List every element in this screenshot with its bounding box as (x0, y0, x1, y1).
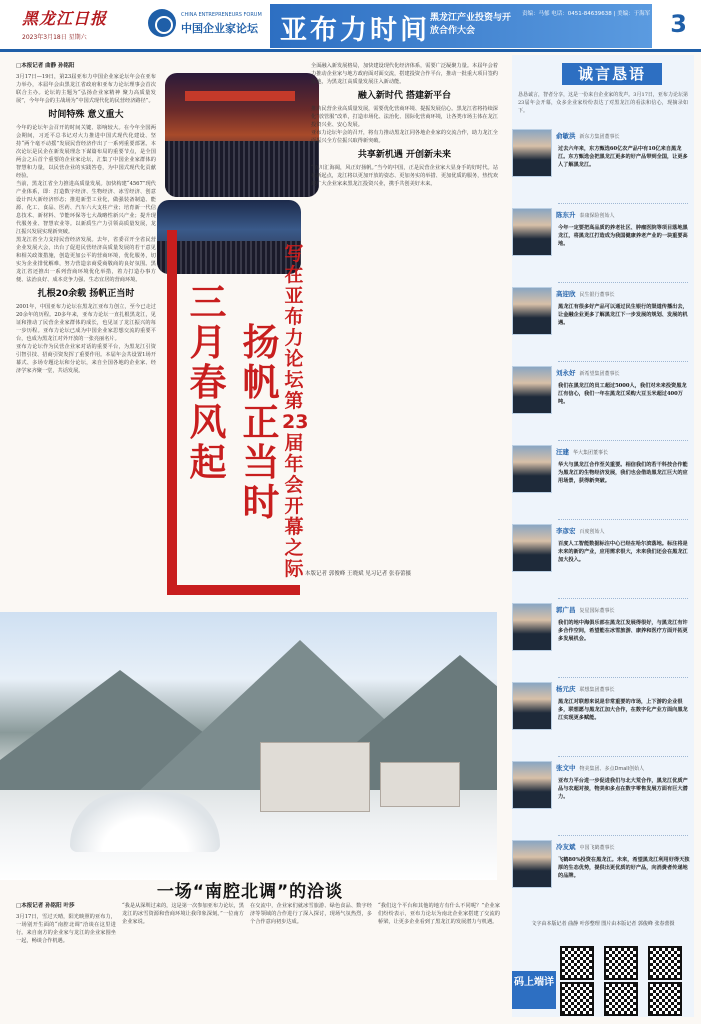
speaker-title: 华大集团董事长 (573, 450, 609, 456)
speaker-name: 刘永好 新希望集团董事长 (556, 369, 620, 377)
article-paragraph: 推动民营企业高质量发展，需要优化营商环境、提振发展信心。黑龙江省将持续深化“放管服”改革，打造市场化、法治化、国际化营商环境，让各类市场主体在龙江投资兴业、安心发展。 (311, 106, 498, 128)
quote-text: 华大与黑龙江合作至关重要。相信我们的若干科技合作能为黑龙江的生物经济发展，我们也会借助黑龙江巨大的应用场景，获得新突破。 (558, 462, 688, 484)
divider (558, 835, 688, 836)
sidebar-title: 诚言恳语 (562, 63, 662, 85)
article-column-2 (311, 62, 498, 567)
divider (558, 282, 688, 283)
speaker-title: 中国飞鹤董事长 (579, 845, 615, 851)
article-lead: 3月17日—19日，第23届亚布力中国企业家论坛年会在亚布力举办，本届年会由黑龙江省政府和亚布力论坛理事会首次联合主办。论坛的主题为“弘扬企业家精神 聚力高质量发展”，今年年会的主战场为“中国式现代化的民营经济路径”。 (16, 74, 156, 104)
quote-text: 我们在黑龙江的员工超过5000人，我们对未来投资黑龙江有信心，我们一年在黑龙江采购大豆玉米超过400万吨。 (558, 383, 687, 405)
article-paragraph: 亚布力论坛年会的召开，将有力推动黑龙江同各地企业家的交流合作，助力龙江全面振兴全方位振兴取得新突破。 (311, 130, 498, 144)
bottom-paragraph: “我是从深圳过来的，这是第一次参加亚布力论坛，黑龙江的冰雪资源和营商环境让我印象深刻。”一位南方企业家说。 (122, 903, 244, 925)
stage-banner (185, 91, 295, 101)
article-byline: □本报记者 曲静 孙铭阳 (16, 63, 75, 69)
quote-text: 百度人工智能数据标注中心已经在哈尔滨落地。标注将是未来的新的产业，应用需求很大，未来我们还会在黑龙江加大投入。 (558, 541, 688, 563)
speaker-photo (512, 603, 552, 651)
audience (165, 141, 319, 197)
speaker-title: 新希望集团董事长 (579, 371, 620, 377)
quote-item (512, 759, 694, 841)
article-subhead-1: 时间特殊 意义重大 (48, 110, 124, 120)
paper-name: 黑龙江日报 (22, 9, 108, 28)
speaker-name: 杨元庆 联想集团董事长 (556, 685, 615, 693)
article-subhead-2: 扎根20余载 扬帆正当时 (37, 289, 135, 299)
bottom-column-1 (16, 902, 116, 1020)
qr-code-icon[interactable] (560, 946, 594, 980)
quote-item (512, 206, 694, 288)
speaker-photo (512, 129, 552, 177)
divider (558, 203, 688, 204)
quote-item (512, 285, 694, 367)
quote-text: 黑龙江有很多好产品可以通过民生银行的渠道传播出去，让金融企业更多了解黑龙江下一步发展的规划、发展的机遇。 (558, 304, 688, 326)
speaker-photo (512, 524, 552, 572)
section-title: 亚布力时间 (280, 15, 430, 46)
article-paragraph: 全面融入新发展格局，加快建设现代化经济体系，需要广泛凝聚力量。本届年会着力推动企业家与地方政府面对面交流，搭建投资合作平台，推动一批重大项目签约落地，为黑龙江高质量发展注入新动能。 (311, 63, 498, 85)
issue-date: 2023年3月18日 星期六 (22, 34, 87, 41)
qr-code-icon[interactable] (648, 982, 682, 1016)
quote-text: 我们的地中海俱乐部在黑龙江发展得很好，与黑龙江有许多合作空间，希望能在冰雪旅游、康养和医疗方面开拓更多发展机会。 (558, 620, 688, 642)
speaker-title: 复星国际董事长 (579, 608, 615, 614)
qr-code-icon[interactable] (604, 946, 638, 980)
forum-stage-photo (165, 73, 319, 197)
speaker-photo (512, 366, 552, 414)
quote-item (512, 680, 694, 762)
speaker-photo (512, 840, 552, 888)
article-paragraph: 黑龙江省全力支持民营经济发展。去年，省委召开全省民营企业发展大会，出台了促进民营经济高质量发展的若干意见和相关政策措施，创造更加公平的营商环境，优化服务，切实为企业排忧解难，努力营造亲商爱商敬商的良好氛围。黑龙江省还推出一系列营商环境优化举措，着力打造办事方便、法治良好、成本竞争力强、生态宜居的营商环境。 (16, 237, 156, 283)
article-paragraph: 2001年，中国亚布力论坛在黑龙江亚布力创立，至今已走过20余年的历程。20多年来，亚布力论坛一直扎根黑龙江，见证和推动了民营企业家群体的成长，也见证了龙江振兴的每一步历程。亚布力论坛已成为中国企业家思想交流的重要平台，也成为黑龙江对外开放的一张亮丽名片。 (16, 304, 156, 342)
divider (558, 598, 688, 599)
article-paragraph: “百川汇海阔，风正好扬帆。”当今的中国，正是民营企业家大显身手的好时代。站在新起点，龙江将以更加开放的姿态、更加务实的举措、更加优质的服务，热忱欢迎广大企业家来黑龙江投资兴业，携手共创美好未来。 (311, 165, 498, 187)
speaker-title: 新东方集团董事长 (579, 134, 620, 140)
article-paragraph: 亚布力论坛作为民营企业家对话的重要平台，为黑龙江引资引智引技、招商引资发挥了重要作用。本届年会共设置1场开幕式、多场专题论坛和分论坛，来自全国各地的企业家、经济学家齐聚一堂，共话发展。 (16, 344, 156, 374)
sidebar-intro: 恳恳诚言，智者分享，这是一份来自企业家的发声。3月17日，亚布力论坛第23届年会开幕，众多企业家纷纷表达了对黑龙江的看法和信心，现摘录如下。 (518, 92, 688, 114)
article-subhead-3: 融入新时代 搭建新平台 (357, 91, 452, 101)
photo-credit: 本版记者 郭俊峰 王晓斌 见习记者 张春蕾摄 (305, 571, 411, 577)
bottom-column-2 (122, 902, 244, 1020)
speaker-title: 民生银行董事长 (579, 292, 615, 298)
quote-item (512, 838, 694, 920)
article-subhead-4: 共享新机遇 开创新未来 (357, 150, 452, 160)
quote-text: 飞鹤80%投资在黑龙江。未来，希望黑龙江利用好得天独厚的生态优势，提供出更优质的好产品，向消费者传递地的品牌。 (558, 857, 690, 879)
qr-code-icon[interactable] (604, 982, 638, 1016)
article-paragraph: 今年的论坛年会召开的时间关键、影响较大。在今年全国两会期间，习近平总书记对大力推进中国式现代化建设、坚持“两个毫不动摇”发展民营经济作出了一系列重要部署。本次论坛是民企在新发展理念下谋篇布局的重要节点，是全国两会之后首个重要的企业家论坛，汇集了中国企业家群体的智慧和力量，以民营企业的实践答卷，为中国式现代化贡献经验。 (16, 125, 156, 179)
quote-item (512, 601, 694, 683)
article-column-1 (16, 62, 156, 602)
speaker-name: 张文中 物美集团、多点Dmall创始人 (556, 764, 645, 772)
bottom-paragraph: 3月17日，雪过天晴，阳光映照的亚布力，一场别开生面的“南腔北调”洽谈在这里进行。来自南方的企业家与龙江的企业家围坐一起，畅谈合作机遇。 (16, 914, 116, 944)
bottom-column-4 (378, 902, 500, 1020)
sidebar-credit: 文字由本版记者 曲静 叶莎整理 图片由本版记者 郭俊峰 张春蕾摄 (531, 921, 675, 927)
quotes-sidebar (512, 55, 694, 1017)
qr-code-icon[interactable] (648, 946, 682, 980)
qr-label: 码上端详 (512, 971, 556, 1009)
speaker-name: 高迎欣 民生银行董事长 (556, 290, 615, 298)
divider (558, 677, 688, 678)
divider (558, 361, 688, 362)
quote-text: 黑龙江对联想来说是非常重要的市场，上下游的企业很多，联想愿与黑龙江加大合作，在数字化产业方面向黑龙江实现更多赋能。 (558, 699, 688, 721)
speaker-name: 俞敏洪 新东方集团董事长 (556, 132, 620, 140)
speaker-title: 物美集团、多点Dmall创始人 (579, 766, 645, 772)
section-banner (270, 4, 652, 48)
hotel-building (380, 762, 460, 807)
forum-name-en: CHINA ENTREPRENEURS FORUM (181, 12, 262, 18)
speaker-title: 百度创始人 (579, 529, 605, 535)
headline-main-2: 扬帆正当时 (242, 321, 280, 524)
page-number: 3 (670, 10, 687, 38)
ski-dome-building (70, 792, 220, 852)
bottom-paragraph: 在交流中，企业家们就冰雪旅游、绿色食品、数字经济等领域的合作进行了深入探讨，现场气氛热烈，多个合作意向初步达成。 (250, 903, 372, 925)
speaker-name: 汪建 华大集团董事长 (556, 448, 609, 456)
section-subtitle: 黑龙江产业投资与开放合作大会 (430, 13, 512, 36)
quote-item (512, 522, 694, 604)
headline-subtitle: 写在亚布力论坛第23届年会开幕之际 (282, 243, 309, 580)
speaker-photo (512, 445, 552, 493)
forum-name-cn: 中国企业家论坛 (181, 22, 258, 35)
editor-info: 责编：马郁 电话：0451-84639638 | 美编：于海军 (522, 11, 651, 17)
speaker-name: 郭广昌 复星国际董事长 (556, 606, 615, 614)
qr-code-block (512, 946, 694, 1016)
masthead (0, 0, 701, 52)
speaker-photo (512, 761, 552, 809)
speaker-name: 李彦宏 百度创始人 (556, 527, 605, 535)
speaker-title: 联想集团董事长 (579, 687, 615, 693)
qr-code-icon[interactable] (560, 982, 594, 1016)
divider (558, 440, 688, 441)
quote-text: 亚布力平台进一步促进我们与北大荒合作，黑龙江优质产品与农超对接，物美和多点在数字零售发展方面有巨大潜力。 (558, 778, 688, 800)
divider (558, 519, 688, 520)
quote-text: 今年一定要把高品质的养老社区、肿瘤医院等项目落地黑龙江，将黑龙江打造成为我国健康养老产业的一块重要高地。 (558, 225, 688, 247)
ski-resort-photo (0, 612, 497, 880)
speaker-photo (512, 287, 552, 335)
hotel-building (260, 742, 370, 812)
headline-main-1: 三月春风起 (189, 281, 227, 484)
speaker-name: 冷友斌 中国飞鹤董事长 (556, 843, 615, 851)
speaker-photo (512, 682, 552, 730)
quote-item (512, 443, 694, 525)
speaker-photo (512, 208, 552, 256)
article-paragraph: 当前，黑龙江省全力推进高质量发展。加快构建“4567”现代产业体系，即：打造数字经济、生物经济、冰雪经济、创意设计四大新经济形态；推进新型工业化，做强装备制造、能源、化工、食品、医药、汽车六大支柱产业；培育新一代信息技术、新材料、节能环保等七大战略性新兴产业；提升现代服务业、智慧农业等。以新质生产力引领高质量发展，龙江振兴发展实现新突破。 (16, 181, 156, 235)
bottom-story-title: 一场“南腔北调”的洽谈 (156, 882, 344, 902)
bottom-byline: □本报记者 孙铭阳 叶莎 (16, 903, 75, 909)
bottom-paragraph: “我们这个平台和其他的地方有什么不同呢？”企业家们纷纷表示，亚布力论坛为南北企业家搭建了交流的桥梁，让更多企业看到了黑龙江的发展潜力与机遇。 (378, 903, 500, 925)
quote-item (512, 127, 694, 209)
quote-item (512, 364, 694, 446)
bottom-column-3 (250, 902, 372, 1020)
divider (558, 756, 688, 757)
speaker-title: 泰康保险创始人 (579, 213, 615, 219)
speaker-name: 陈东升 泰康保险创始人 (556, 211, 615, 219)
quote-text: 过去六年来，东方甄选60亿农产品中有10亿来自黑龙江。东方甄选会把黑龙江更多的好产品带到全国，让更多人了解黑龙江。 (558, 146, 688, 168)
forum-logo-icon (148, 9, 176, 37)
